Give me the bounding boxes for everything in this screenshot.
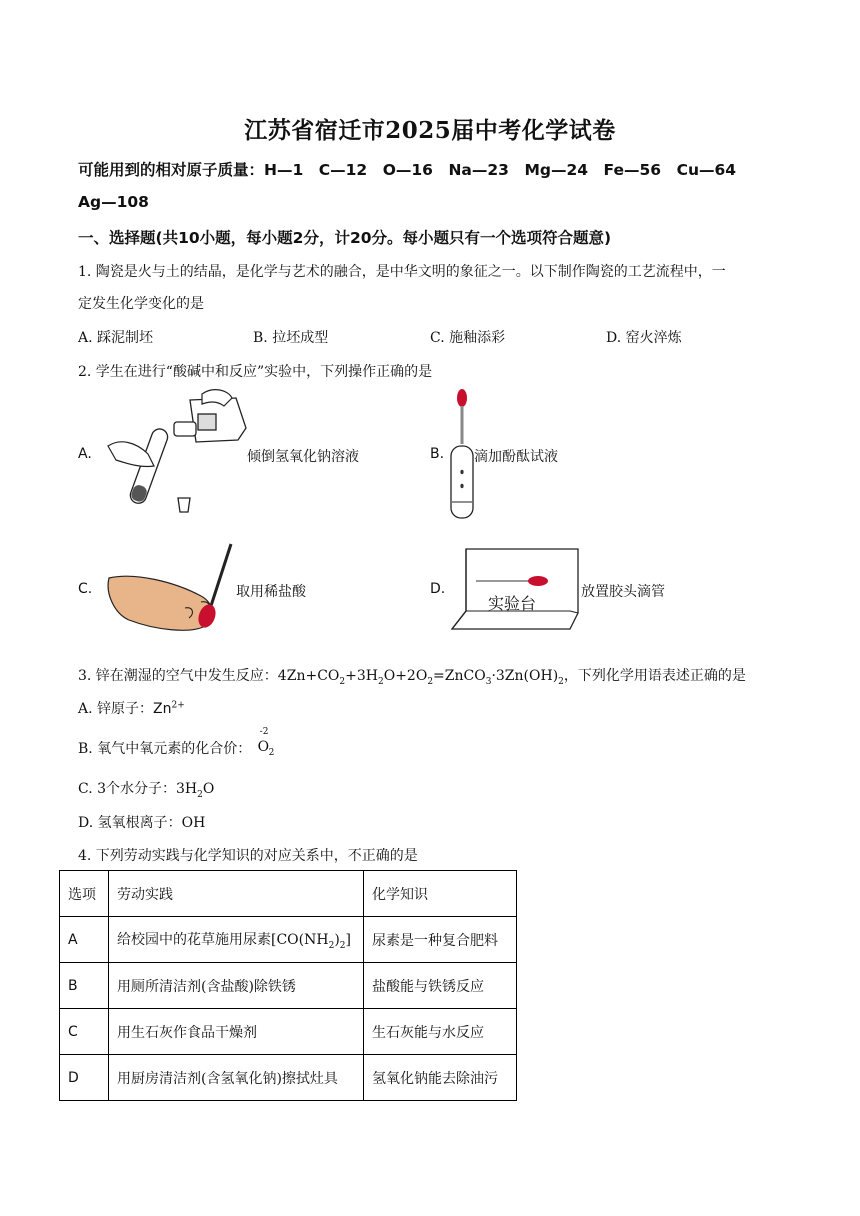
- q3-option-d: D. 氢氧根离子：OH: [78, 815, 206, 831]
- q1-option-c: C. 施釉添彩: [430, 330, 506, 346]
- q3-option-c: C. 3个水分子：$3H_2O$: [78, 781, 215, 800]
- valence-notation: -2 O 2: [257, 727, 275, 758]
- q2-option-c-text: 取用稀盐酸: [236, 584, 306, 600]
- q2-option-d-text: 放置胶头滴管: [581, 584, 665, 600]
- q2-stem: 2. 学生在进行“酸碱中和反应”实验中，下列操作正确的是: [78, 364, 433, 380]
- atomic-mass-line-1: 可能用到的相对原子质量：H—1 C—12 O—16 Na—23 Mg—24 Fe—56 Cu—64: [78, 161, 737, 179]
- table-row: B 用厕所清洁剂(含盐酸)除铁锈 盐酸能与铁锈反应: [60, 963, 517, 1009]
- page-title: 江苏省宿迁市2025届中考化学试卷: [244, 117, 616, 144]
- q1-option-d: D. 窑火淬炼: [606, 330, 682, 346]
- q1-stem-line2: 定发生化学变化的是: [78, 296, 204, 312]
- q2-option-c-letter: C.: [78, 581, 93, 597]
- q4-table: [59, 870, 517, 1101]
- section-heading: 一、选择题(共10小题，每小题2分，计20分。每小题只有一个选项符合题意): [78, 229, 612, 247]
- lab-bench-label: 实验台: [488, 594, 537, 613]
- header-practice: 劳动实践: [109, 871, 364, 917]
- q2-option-b-text: 滴加酚酞试液: [474, 449, 558, 465]
- header-option: 选项: [60, 871, 109, 917]
- q1-stem-line1: 1. 陶瓷是火与土的结晶，是化学与艺术的融合，是中华文明的象征之一。以下制作陶瓷的工艺流程中，一: [78, 264, 726, 280]
- q2-option-a-letter: A.: [78, 446, 92, 462]
- header-knowledge: 化学知识: [364, 871, 517, 917]
- q4-stem: 4. 下列劳动实践与化学知识的对应关系中，不正确的是: [78, 848, 418, 864]
- q1-option-b: B. 拉坯成型: [253, 330, 329, 346]
- table-row: A 给校园中的花草施用尿素$[CO(NH_2)_2]$ 尿素是一种复合肥料: [60, 917, 517, 963]
- q1-option-a: A. 踩泥制坯: [78, 330, 154, 346]
- table-row: C 用生石灰作食品干燥剂 生石灰能与水反应: [60, 1009, 517, 1055]
- q3-option-b: B. 氧气中氧元素的化合价： -2 O 2: [78, 738, 278, 759]
- hand-holding-dropper-illustration: [105, 542, 235, 634]
- q3-stem: 3. 锌在潮湿的空气中发生反应：$4Zn+CO_2+3H_2O+2O_2=ZnCO_3\cdot 3Zn(OH)_2$，下列化学用语表述正确的是: [78, 668, 746, 687]
- q2-option-b-letter: B.: [430, 446, 445, 462]
- q2-option-d-letter: D.: [430, 581, 446, 597]
- pour-solution-illustration: [98, 388, 248, 518]
- table-row: D 用厨房清洁剂(含氢氧化钠)擦拭灶具 氢氧化钠能去除油污: [60, 1055, 517, 1101]
- q3-option-a: A. 锌原子：$Zn^{2+}$: [78, 700, 185, 717]
- table-header-row: [60, 871, 517, 917]
- lab-bench-illustration: [450, 547, 580, 631]
- q2-option-a-text: 倾倒氢氧化钠溶液: [247, 449, 359, 465]
- atomic-mass-line-2: Ag—108: [78, 193, 149, 211]
